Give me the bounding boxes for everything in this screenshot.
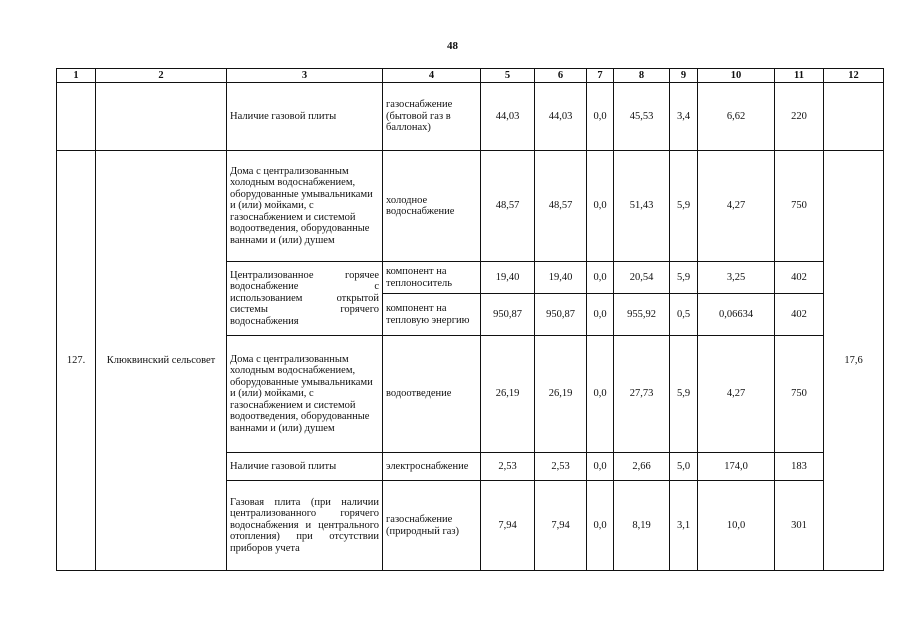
column-header: 10 [698, 69, 775, 83]
value-cell: 402 [775, 294, 824, 336]
column-header: 2 [96, 69, 227, 83]
column-header: 9 [670, 69, 698, 83]
column-header: 6 [535, 69, 587, 83]
column-header: 4 [383, 69, 481, 83]
value-cell: 5,9 [670, 151, 698, 262]
empty-cell [57, 83, 96, 151]
value-cell: 750 [775, 151, 824, 262]
value-cell: 45,53 [614, 83, 670, 151]
value-cell: 2,53 [535, 453, 587, 481]
value-cell: 5,9 [670, 262, 698, 294]
description-cell: Централизованное горячее водоснабжение с использованием открытой системы горячего водоснабжения [227, 262, 383, 336]
column-header: 11 [775, 69, 824, 83]
value-cell: 750 [775, 336, 824, 453]
column-header: 7 [587, 69, 614, 83]
value-cell: 301 [775, 481, 824, 571]
value-cell: 27,73 [614, 336, 670, 453]
value-cell: 48,57 [481, 151, 535, 262]
service-cell: электроснабжение [383, 453, 481, 481]
value-cell: 48,57 [535, 151, 587, 262]
service-cell: газоснабжение (природный газ) [383, 481, 481, 571]
value-cell: 19,40 [481, 262, 535, 294]
value-cell: 3,4 [670, 83, 698, 151]
last-column-value: 17,6 [824, 151, 884, 571]
value-cell: 7,94 [481, 481, 535, 571]
value-cell: 950,87 [481, 294, 535, 336]
value-cell: 20,54 [614, 262, 670, 294]
value-cell: 174,0 [698, 453, 775, 481]
value-cell: 3,1 [670, 481, 698, 571]
value-cell: 0,0 [587, 151, 614, 262]
value-cell: 26,19 [535, 336, 587, 453]
service-cell: водоотведение [383, 336, 481, 453]
tariff-table [56, 68, 884, 571]
column-header: 1 [57, 69, 96, 83]
value-cell: 0,0 [587, 453, 614, 481]
page-number: 48 [447, 40, 458, 52]
description-cell: Дома с централизованным холодным водоснабжением, оборудованные умывальниками и (или) мойками, с газоснабжением и системой водоотведения, оборудованные ваннами и (или) душем [227, 151, 383, 262]
value-cell: 0,06634 [698, 294, 775, 336]
value-cell: 955,92 [614, 294, 670, 336]
value-cell: 0,0 [587, 481, 614, 571]
column-header-row [57, 69, 884, 83]
value-cell: 10,0 [698, 481, 775, 571]
value-cell: 4,27 [698, 336, 775, 453]
value-cell: 950,87 [535, 294, 587, 336]
description-cell: Наличие газовой плиты [227, 453, 383, 481]
value-cell: 0,5 [670, 294, 698, 336]
value-cell: 3,25 [698, 262, 775, 294]
value-cell: 4,27 [698, 151, 775, 262]
column-header: 5 [481, 69, 535, 83]
value-cell: 0,0 [587, 83, 614, 151]
description-cell: Дома с централизованным холодным водоснабжением, оборудованные умывальниками и (или) мойками, с газоснабжением и системой водоотведения, оборудованные ваннами и (или) душем [227, 336, 383, 453]
empty-cell [824, 83, 884, 151]
value-cell: 51,43 [614, 151, 670, 262]
column-header: 3 [227, 69, 383, 83]
settlement-name: Клюквинский сельсовет [96, 151, 227, 571]
value-cell: 44,03 [481, 83, 535, 151]
value-cell: 0,0 [587, 262, 614, 294]
value-cell: 26,19 [481, 336, 535, 453]
column-header: 8 [614, 69, 670, 83]
service-cell: компонент на теплоноситель [383, 262, 481, 294]
service-cell: газоснабжение (бытовой газ в баллонах) [383, 83, 481, 151]
description-cell: Газовая плита (при наличии централизованного горячего водоснабжения и центрального отопления) при отсутствии приборов учета [227, 481, 383, 571]
value-cell: 0,0 [587, 294, 614, 336]
value-cell: 220 [775, 83, 824, 151]
service-cell: холодное водоснабжение [383, 151, 481, 262]
value-cell: 183 [775, 453, 824, 481]
value-cell: 402 [775, 262, 824, 294]
value-cell: 6,62 [698, 83, 775, 151]
description-cell: Наличие газовой плиты [227, 83, 383, 151]
entry-number: 127. [57, 151, 96, 571]
value-cell: 7,94 [535, 481, 587, 571]
table-row [57, 83, 884, 151]
value-cell: 19,40 [535, 262, 587, 294]
value-cell: 2,66 [614, 453, 670, 481]
table-row [57, 151, 884, 262]
column-header: 12 [824, 69, 884, 83]
value-cell: 5,9 [670, 336, 698, 453]
value-cell: 0,0 [587, 336, 614, 453]
empty-cell [96, 83, 227, 151]
value-cell: 5,0 [670, 453, 698, 481]
service-cell: компонент на тепловую энергию [383, 294, 481, 336]
value-cell: 44,03 [535, 83, 587, 151]
value-cell: 8,19 [614, 481, 670, 571]
value-cell: 2,53 [481, 453, 535, 481]
